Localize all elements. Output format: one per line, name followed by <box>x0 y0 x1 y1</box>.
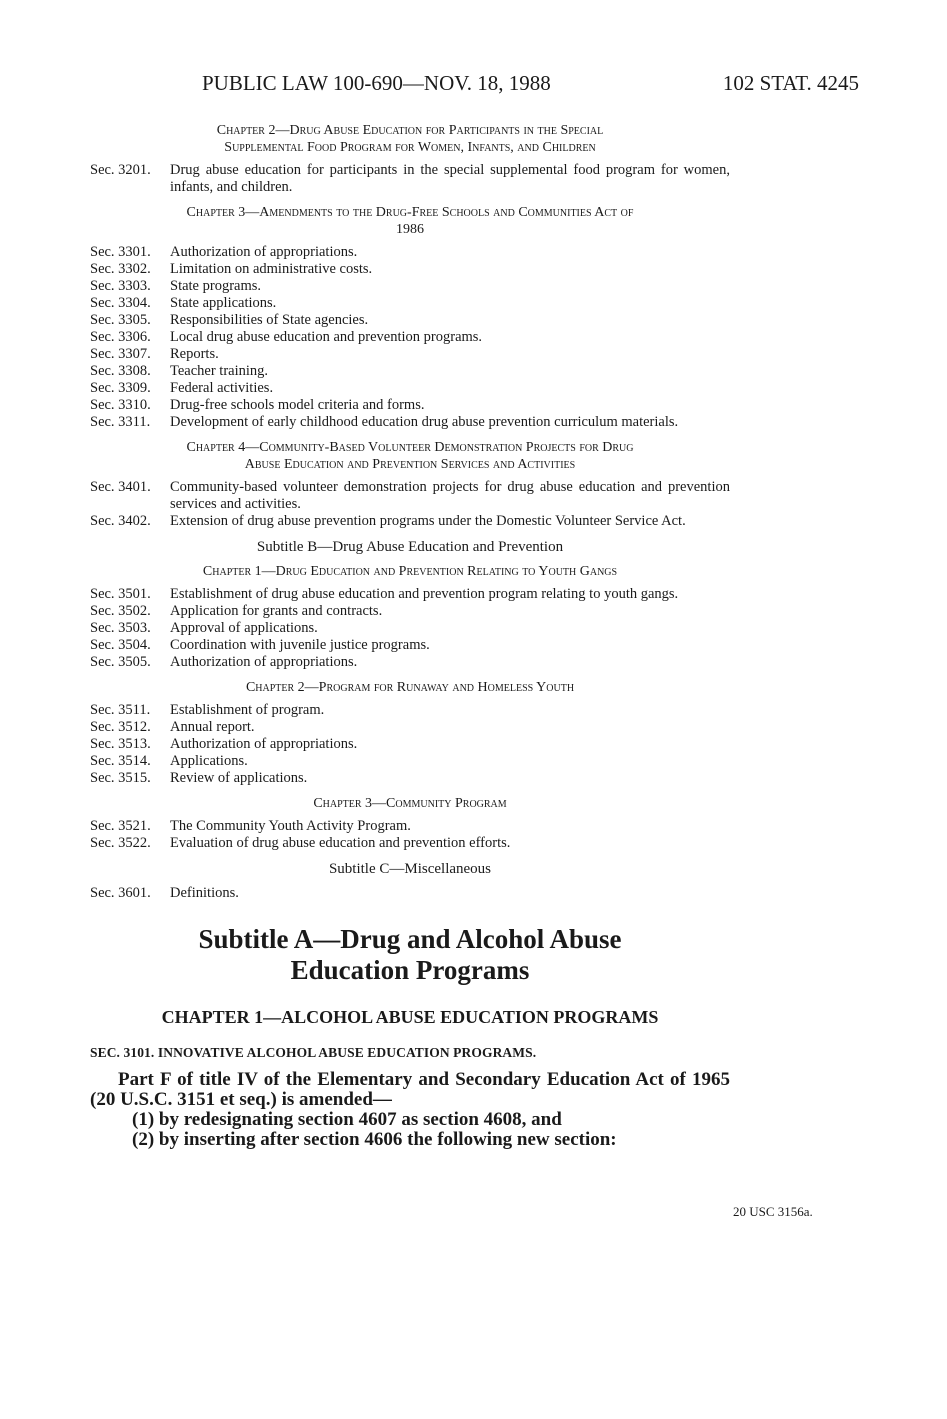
toc-item <box>90 397 730 414</box>
toc-item <box>90 346 730 363</box>
section-title: Applications. <box>170 753 248 769</box>
section-number: Sec. 3505. <box>90 654 151 670</box>
toc-list <box>90 586 730 671</box>
toc-item <box>90 380 730 397</box>
section-number: Sec. 3513. <box>90 736 151 752</box>
toc-list <box>90 244 730 431</box>
amendment-item: (2) by inserting after section 4606 the following new section: <box>132 1129 617 1150</box>
section-number: Sec. 3504. <box>90 637 151 653</box>
subtitle-heading: Subtitle C—Miscellaneous <box>328 861 492 877</box>
toc-item <box>90 603 730 620</box>
section-number: Sec. 3307. <box>90 346 151 362</box>
toc-item <box>90 818 730 835</box>
toc-item <box>90 295 730 312</box>
section-title: The Community Youth Activity Program. <box>170 818 411 834</box>
section-number: Sec. 3308. <box>90 363 151 379</box>
toc-list <box>90 479 730 530</box>
main-column <box>90 122 730 1150</box>
section-title: Authorization of appropriations. <box>170 244 358 260</box>
chapter-heading: Chapter 3—Amendments to the Drug-Free Schools and Communities Act of 1986 <box>186 205 634 237</box>
section-number: Sec. 3521. <box>90 818 151 834</box>
section-title: Review of applications. <box>170 770 308 786</box>
toc-list <box>90 162 730 196</box>
chapter-heading: Chapter 2—Drug Abuse Education for Participants in the Special Supplemental Food Program for Women, Infants, and Children <box>216 123 604 155</box>
section-title: Reports. <box>170 346 219 362</box>
section-number: Sec. 3309. <box>90 380 151 396</box>
toc-item <box>90 586 730 603</box>
section-number: Sec. 3305. <box>90 312 151 328</box>
section-title: Federal activities. <box>170 380 274 396</box>
section-title: Drug-free schools model criteria and forms. <box>170 397 425 413</box>
toc-item <box>90 244 730 261</box>
toc-item <box>90 654 730 671</box>
section-title: Teacher training. <box>170 363 269 379</box>
section-title: Evaluation of drug abuse education and prevention efforts. <box>170 835 511 851</box>
section-number: Sec. 3302. <box>90 261 151 277</box>
toc-item <box>90 770 730 787</box>
section-title: State applications. <box>170 295 277 311</box>
section-number: Sec. 3401. <box>90 479 151 495</box>
section-number: Sec. 3511. <box>90 702 151 718</box>
toc-item <box>90 885 730 902</box>
toc-list <box>90 885 730 902</box>
margin-citation: 20 USC 3156a. <box>733 1204 813 1219</box>
section-number: Sec. 3201. <box>90 162 151 178</box>
section-title: Application for grants and contracts. <box>170 603 383 619</box>
section-title: Authorization of appropriations. <box>170 654 358 670</box>
section-number: Sec. 3514. <box>90 753 151 769</box>
section-title: Definitions. <box>170 885 239 901</box>
section-title: Community-based volunteer demonstration projects for drug abuse education and prevention services and activities. <box>170 479 730 512</box>
toc-item <box>90 162 730 196</box>
toc-item <box>90 278 730 295</box>
section-title: Drug abuse education for participants in the special supplemental food program for women, infants, and children. <box>170 162 730 195</box>
subtitle-a-heading: Subtitle A—Drug and Alcohol Abuse Education Programs <box>198 924 622 985</box>
toc-list <box>90 818 730 852</box>
toc-item <box>90 261 730 278</box>
section-title: Limitation on administrative costs. <box>170 261 373 277</box>
toc-item <box>90 719 730 736</box>
toc-item <box>90 329 730 346</box>
section-number: Sec. 3311. <box>90 414 151 430</box>
section-heading: SEC. 3101. INNOVATIVE ALCOHOL ABUSE EDUCATION PROGRAMS. <box>90 1045 537 1060</box>
section-title: Authorization of appropriations. <box>170 736 358 752</box>
section-title: Coordination with juvenile justice programs. <box>170 637 430 653</box>
toc-item <box>90 835 730 852</box>
section-number: Sec. 3402. <box>90 513 151 529</box>
section-number: Sec. 3502. <box>90 603 151 619</box>
section-number: Sec. 3501. <box>90 586 151 602</box>
chapter-heading: Chapter 3—Community Program <box>313 796 507 811</box>
toc-item <box>90 753 730 770</box>
toc-item <box>90 637 730 654</box>
toc-item <box>90 736 730 753</box>
toc-item <box>90 702 730 719</box>
section-title: Establishment of drug abuse education and prevention program relating to youth gangs. <box>170 586 679 602</box>
toc-item <box>90 312 730 329</box>
section-body <box>90 1070 730 1150</box>
subtitle-heading: Subtitle B—Drug Abuse Education and Prevention <box>256 539 564 555</box>
section-number: Sec. 3310. <box>90 397 151 413</box>
chapter-heading: Chapter 4—Community-Based Volunteer Demonstration Projects for Drug Abuse Education and Prevention Services and Activities <box>186 440 634 472</box>
section-title: Approval of applications. <box>170 620 318 636</box>
body-paragraph: Part F of title IV of the Elementary and Secondary Education Act of 1965 (20 U.S.C. 3151 et seq.) is amended— <box>90 1069 730 1110</box>
section-title: Establishment of program. <box>170 702 325 718</box>
chapter-heading: Chapter 2—Program for Runaway and Homeless Youth <box>245 680 575 695</box>
section-number: Sec. 3522. <box>90 835 151 851</box>
toc-list <box>90 702 730 787</box>
section-number: Sec. 3301. <box>90 244 151 260</box>
section-number: Sec. 3515. <box>90 770 151 786</box>
amendment-item: (1) by redesignating section 4607 as section 4608, and <box>132 1109 562 1130</box>
section-title: Local drug abuse education and prevention programs. <box>170 329 483 345</box>
statute-page-number: 102 STAT. 4245 <box>722 71 859 95</box>
toc-item <box>90 479 730 513</box>
section-number: Sec. 3306. <box>90 329 151 345</box>
chapter-1-heading: CHAPTER 1—ALCOHOL ABUSE EDUCATION PROGRAMS <box>161 1007 659 1027</box>
section-title: Development of early childhood education drug abuse prevention curriculum materials. <box>170 414 679 430</box>
section-number: Sec. 3303. <box>90 278 151 294</box>
section-title: State programs. <box>170 278 262 294</box>
running-header-title: PUBLIC LAW 100-690—NOV. 18, 1988 <box>202 71 551 95</box>
chapter-heading: Chapter 1—Drug Education and Prevention Relating to Youth Gangs <box>202 564 618 579</box>
section-title: Extension of drug abuse prevention programs under the Domestic Volunteer Service Act. <box>170 513 686 529</box>
toc-item <box>90 363 730 380</box>
section-number: Sec. 3512. <box>90 719 151 735</box>
section-number: Sec. 3503. <box>90 620 151 636</box>
section-title: Responsibilities of State agencies. <box>170 312 369 328</box>
toc-item <box>90 513 730 530</box>
running-header <box>0 71 947 105</box>
toc-item <box>90 414 730 431</box>
section-title: Annual report. <box>170 719 255 735</box>
section-number: Sec. 3304. <box>90 295 151 311</box>
toc-item <box>90 620 730 637</box>
section-number: Sec. 3601. <box>90 885 151 901</box>
